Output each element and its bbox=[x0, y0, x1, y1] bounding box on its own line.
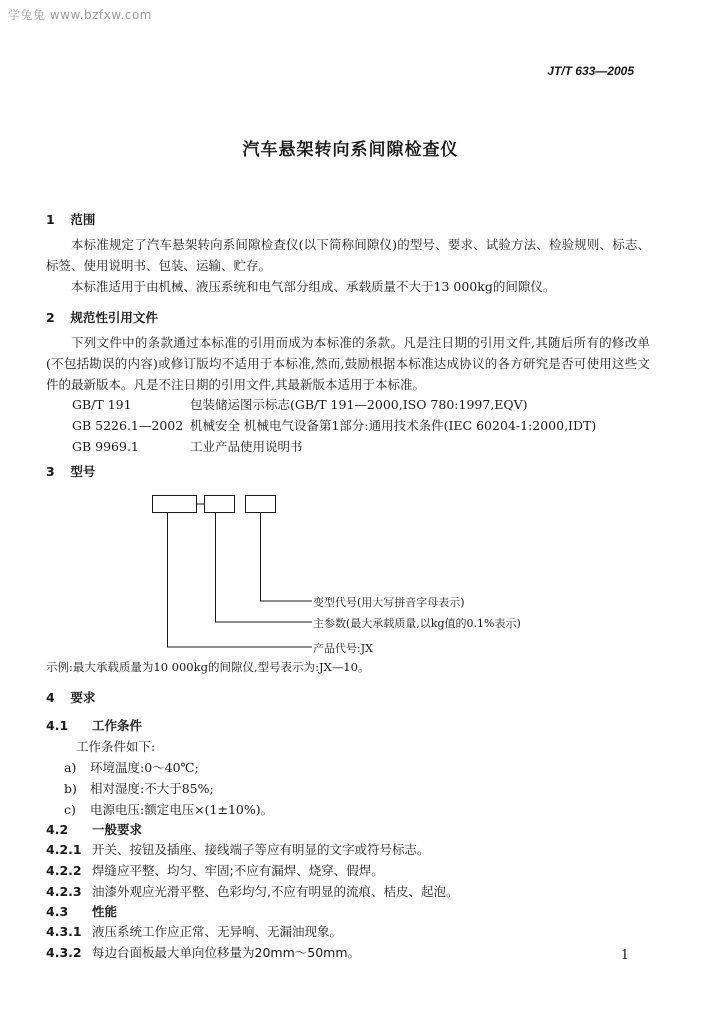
item-text: 相对湿度:不大于85%; bbox=[89, 781, 214, 796]
main-parameter-label: 主参数(最大承载质量,以kg值的0.1%表示) bbox=[313, 617, 521, 630]
product-code-box bbox=[153, 496, 197, 513]
clause-number: 4.2.2 bbox=[46, 863, 82, 878]
watermark: 学兔兔 www.bzfxw.com bbox=[8, 8, 152, 22]
section-number: 2 bbox=[46, 310, 55, 325]
clause-4-2-1 bbox=[46, 840, 430, 858]
item-text: 环境温度:0～40℃; bbox=[89, 760, 199, 775]
model-example: 示例:最大承载质量为10 000kg的间隙仪,型号表示为:JX—10。 bbox=[46, 660, 370, 674]
subsection-title: 工作条件 bbox=[91, 718, 142, 733]
section-2-paragraph: 下列文件中的条款通过本标准的引用而成为本标准的条款。凡是注日期的引用文件,其随后所有的修改单(不包括勘误的内容)或修订版均不适用于本标准,然而,鼓励根据本标准达成协议的各方研究是否可使用这些文件的最新版本。凡是不注日期的引用文件,其最新版本适用于本标准。 bbox=[46, 335, 650, 392]
clause-text: 液压系统工作应正常、无异响、无漏油现象。 bbox=[91, 924, 342, 939]
main-parameter-box bbox=[205, 496, 235, 513]
reference-code: GB 5226.1—2002 bbox=[72, 418, 184, 433]
section-title: 要求 bbox=[70, 690, 96, 705]
variant-code-label: 变型代号(用大写拼音字母表示) bbox=[313, 596, 465, 609]
main-parameter-leader bbox=[216, 513, 313, 622]
condition-item bbox=[64, 758, 199, 776]
subsection-4-1-heading bbox=[46, 716, 142, 734]
section-title: 范围 bbox=[70, 212, 96, 227]
section-1-paragraph-1: 本标准规定了汽车悬架转向系间隙检查仪(以下简称间隙仪)的型号、要求、试验方法、检验规则、标志、标签、使用说明书、包装、运输、贮存。 bbox=[46, 237, 650, 273]
reference-title: 包装储运图示标志(GB/T 191—2000,ISO 780:1997,EQV) bbox=[189, 397, 528, 412]
subsection-number: 4.1 bbox=[46, 718, 69, 733]
clause-number: 4.3.1 bbox=[46, 924, 82, 939]
section-1-paragraph-2: 本标准适用于由机械、液压系统和电气部分组成、承载质量不大于13 000kg的间隙仪。 bbox=[71, 279, 556, 294]
section-4-heading bbox=[46, 688, 95, 706]
clause-4-2-3 bbox=[46, 882, 458, 900]
product-code-label: 产品代号:JX bbox=[313, 642, 373, 655]
clause-4-3-1 bbox=[46, 922, 342, 940]
clause-4-2-2 bbox=[46, 861, 384, 879]
reference-code: GB 9969.1 bbox=[72, 439, 139, 454]
reference-title: 工业产品使用说明书 bbox=[189, 439, 303, 454]
variant-code-box bbox=[246, 496, 276, 513]
section-number: 4 bbox=[46, 690, 55, 705]
clause-text: 焊缝应平整、均匀、牢固;不应有漏焊、烧穿、假焊。 bbox=[91, 863, 384, 878]
subsection-4-2-heading bbox=[46, 820, 142, 838]
variant-code-leader bbox=[261, 513, 313, 601]
section-title: 型号 bbox=[70, 464, 96, 479]
subsection-4-3-heading bbox=[46, 902, 117, 920]
item-marker: a) bbox=[64, 760, 77, 775]
reference-code: GB/T 191 bbox=[72, 397, 132, 412]
standard-code: JT/T 633—2005 bbox=[547, 64, 634, 78]
section-number: 1 bbox=[46, 212, 55, 227]
item-text: 电源电压:额定电压×(1±10%)。 bbox=[89, 802, 274, 817]
clause-text: 每边台面板最大单向位移量为20mm～50mm。 bbox=[91, 945, 361, 960]
subsection-title: 性能 bbox=[91, 904, 117, 919]
subsection-number: 4.3 bbox=[46, 904, 69, 919]
conditions-intro: 工作条件如下: bbox=[76, 739, 156, 754]
clause-number: 4.2.1 bbox=[46, 842, 82, 857]
item-marker: b) bbox=[64, 781, 77, 796]
clause-text: 油漆外观应光滑平整、色彩均匀,不应有明显的流痕、桔皮、起泡。 bbox=[91, 884, 459, 899]
page-number: 1 bbox=[620, 948, 629, 963]
subsection-title: 一般要求 bbox=[91, 822, 142, 837]
product-code-leader bbox=[168, 513, 313, 647]
subsection-number: 4.2 bbox=[46, 822, 69, 837]
section-number: 3 bbox=[46, 464, 55, 479]
section-title: 规范性引用文件 bbox=[70, 310, 158, 325]
item-marker: c) bbox=[64, 802, 76, 817]
condition-item bbox=[64, 779, 214, 797]
condition-item bbox=[64, 800, 273, 818]
document-title: 汽车悬架转向系间隙检查仪 bbox=[242, 140, 459, 160]
clause-number: 4.3.2 bbox=[46, 945, 82, 960]
clause-number: 4.2.3 bbox=[46, 884, 82, 899]
clause-4-3-2 bbox=[46, 943, 360, 961]
reference-title: 机械安全 机械电气设备第1部分:通用技术条件(IEC 60204-1:2000,IDT) bbox=[189, 418, 597, 433]
clause-text: 开关、按钮及插座、接线端子等应有明显的文字或符号标志。 bbox=[91, 842, 430, 857]
